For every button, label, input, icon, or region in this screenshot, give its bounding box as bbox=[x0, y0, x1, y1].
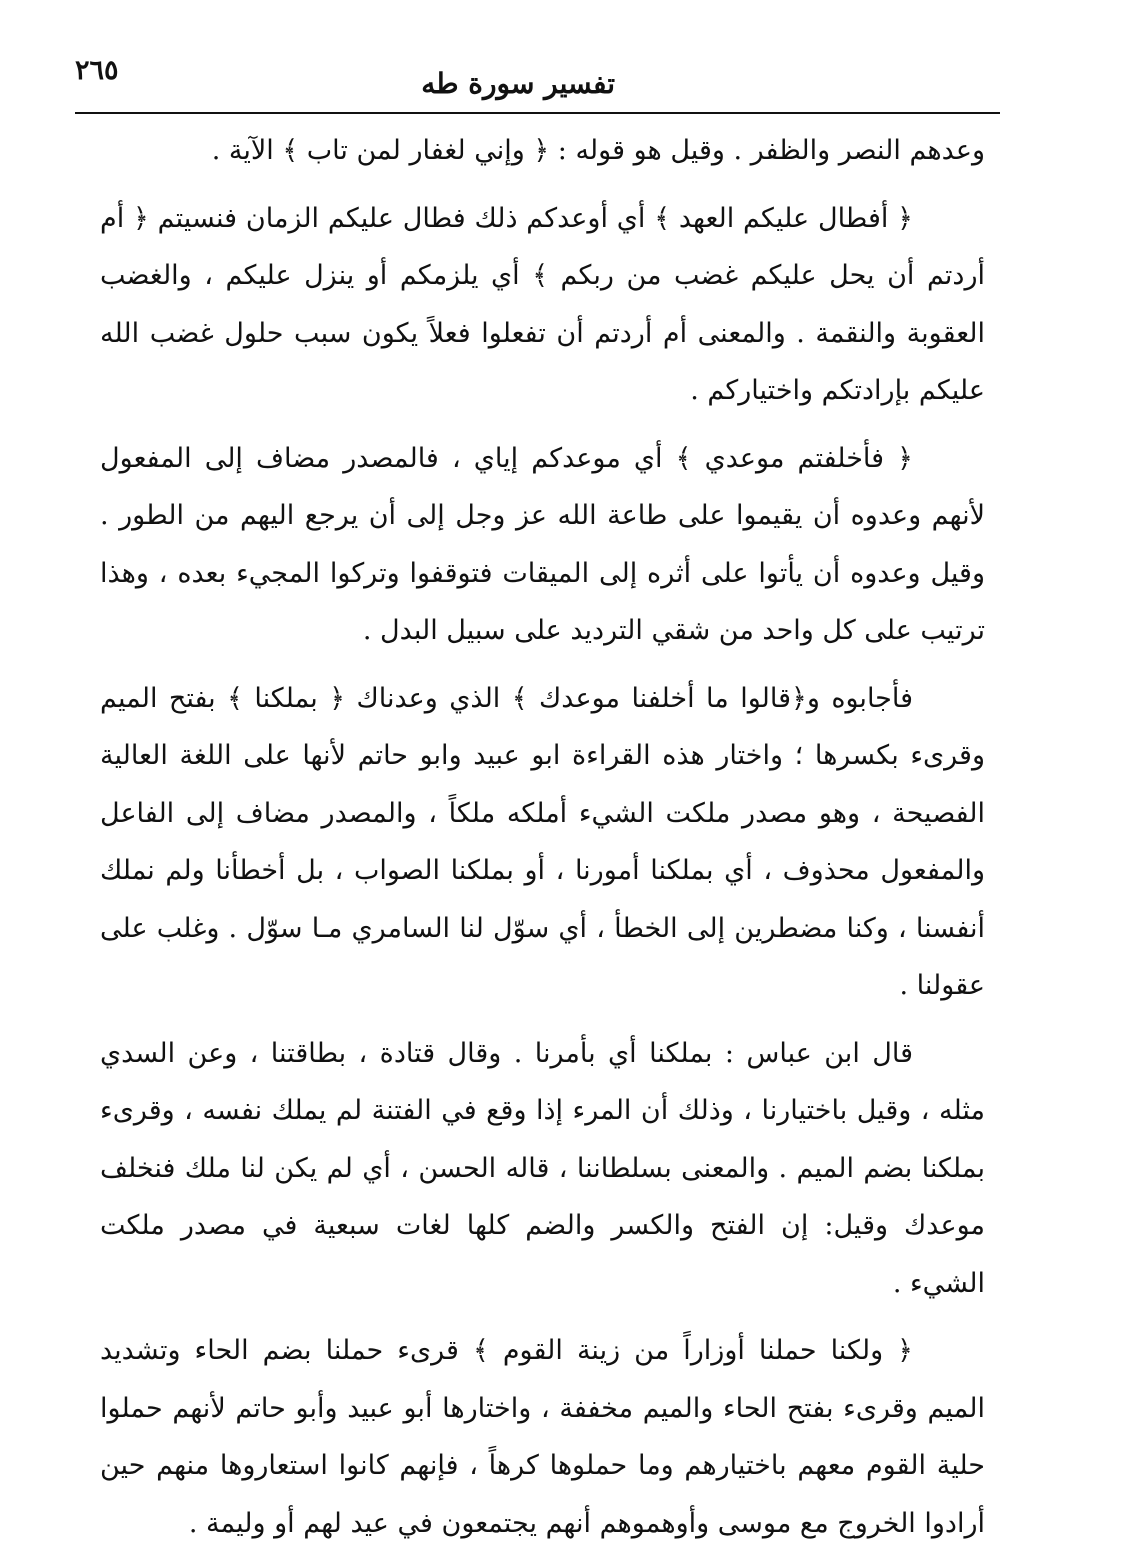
paragraph: ﴿ فأخلفتم موعدي ﴾ أي موعدكم إياي ، فالمصدر مضاف إلى المفعول لأنهم وعدوه أن يقيموا على طاعة الله عز وجل إلى أن يرجع اليهم من الطور . وقيل وعدوه أن يأتوا على أثره إلى الميقات فتوقفوا وتركوا المجيء بعده ، وهذا ترتيب على كل واحد من شقي الترديد على سبيل البدل . bbox=[100, 442, 985, 646]
paragraph: ﴿ ولكنا حملنا أوزاراً من زينة القوم ﴾ قرىء حملنا بضم الحاء وتشديد الميم وقرىء بفتح الحاء والميم مخففة ، واختارها أبو عبيد وأبو حاتم لأنهم حملوا حلية القوم معهم باختيارهم وما حملوها كرهاً ، فإنهم كانوا استعاروها منهم حين أرادوا الخروج مع موسى وأوهموهم أنهم يجتمعون في عيد لهم أو وليمة . bbox=[100, 1335, 985, 1539]
paragraph: وعدهم النصر والظفر . وقيل هو قوله : ﴿ وإني لغفار لمن تاب ﴾ الآية . bbox=[211, 135, 985, 166]
paragraph: قال ابن عباس : بملكنا أي بأمرنا . وقال قتادة ، بطاقتنا ، وعن السدي مثله ، وقيل باختيارنا ، وذلك أن المرء إذا وقع في الفتنة لم يملك نفسه ، وقرىء بملكنا بضم الميم . والمعنى بسلطاننا ، قاله الحسن ، أي لم يكن لنا ملك فنخلف موعدك وقيل: إن الفتح والكسر والضم كلها لغات سبعية في مصدر ملكت الشيء . bbox=[100, 1037, 985, 1299]
paragraph: ﴿ أفطال عليكم العهد ﴾ أي أوعدكم ذلك فطال عليكم الزمان فنسيتم ﴿ أم أردتم أن يحل عليكم غضب من ربكم ﴾ أي يلزمكم أو ينزل عليكم ، والغضب العقوبة والنقمة . والمعنى أم أردتم أن تفعلوا فعلاً يكون سبب حلول غضب الله عليكم بإرادتكم واختياركم . bbox=[100, 202, 985, 406]
page-number: ٢٦٥ bbox=[75, 55, 119, 86]
body-text bbox=[100, 122, 985, 1562]
paragraph: فأجابوه و﴿قالوا ما أخلفنا موعدك ﴾ الذي وعدناك ﴿ بملكنا ﴾ بفتح الميم وقرىء بكسرها ؛ واختار هذه القراءة ابو عبيد وابو حاتم لأنها على اللغة العالية الفصيحة ، وهو مصدر ملكت الشيء أملكه ملكاً ، والمصدر مضاف إلى الفاعل والمفعول محذوف ، أي بملكنا أمورنا ، أو بملكنا الصواب ، بل أخطأنا ولم نملك أنفسنا ، وكنا مضطرين إلى الخطأ ، أي سوّل لنا السامري مـا سوّل . وغلب على عقولنا . bbox=[100, 682, 985, 1001]
page-header bbox=[75, 55, 1000, 117]
header-divider bbox=[75, 112, 1000, 114]
page-title: تفسير سورة طه bbox=[421, 67, 615, 100]
